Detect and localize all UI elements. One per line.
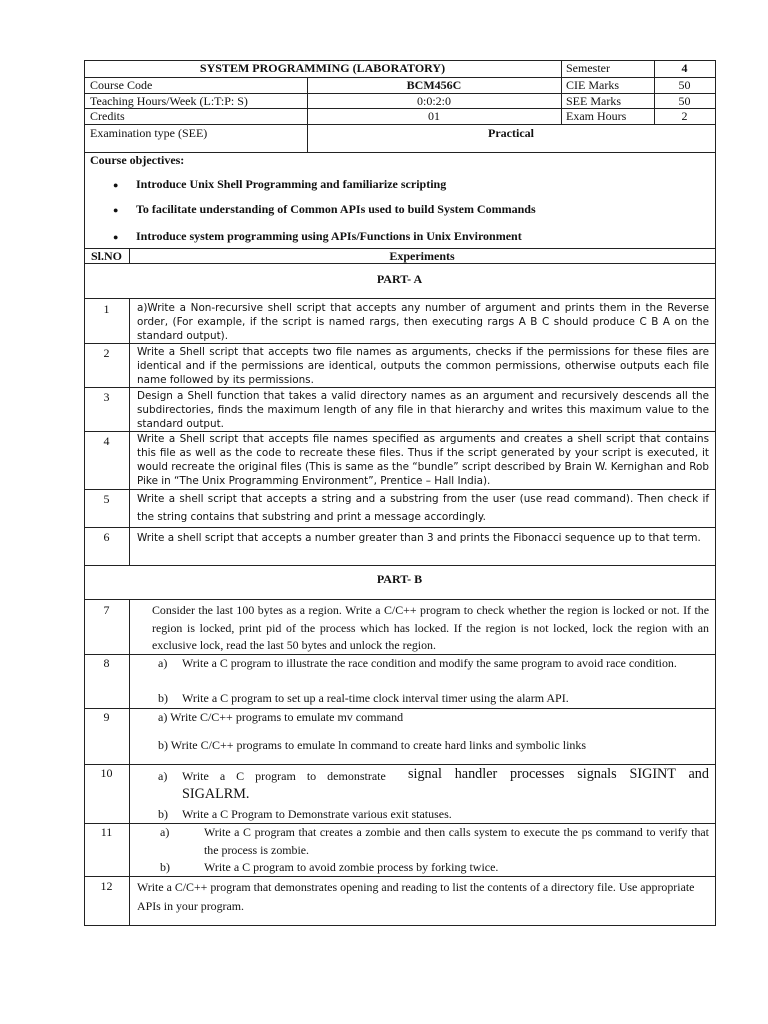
rule	[84, 599, 716, 600]
experiment-text: Write a C/C++ program that demonstrates opening and reading to list the contents of a directory file. Use appropriate APIs in your program.	[137, 880, 695, 913]
rule	[715, 60, 716, 926]
experiment-text: signal handler processes signals SIGINT and SIGALRM.	[182, 766, 709, 802]
course-title: SYSTEM PROGRAMMING (LABORATORY)	[199, 61, 446, 75]
teaching-hours-value: 0:0:2:0	[416, 94, 451, 108]
objective-item: Introduce Unix Shell Programming and familiarize scripting	[136, 177, 447, 191]
experiment-number: 1	[103, 302, 110, 316]
rule	[561, 60, 562, 125]
course-code-value: BCM456C	[406, 78, 462, 92]
experiment-text: Write a C program to avoid zombie process by forking twice.	[204, 860, 499, 874]
part-b-heading: PART- B	[376, 572, 423, 586]
experiment-text: Write a shell script that accepts a string and a substring from the user (use read command). Then check if the string contains that substring and print a message accordingly.	[137, 493, 709, 523]
objective-item: Introduce system programming using APIs/Functions in Unix Environment	[136, 229, 522, 243]
experiment-text: Write a C program to illustrate the race condition and modify the same program to avoid race condition.	[182, 656, 677, 670]
rule	[84, 527, 716, 528]
experiment-number: 2	[103, 346, 110, 360]
credits-value: 01	[428, 109, 440, 123]
experiment-number: 4	[103, 434, 110, 448]
experiment-text: Write a Shell script that accepts two file names as arguments, checks if the permissions for these files are identical and if the permissions are identical, outputs the common permissions, otherwise outputs each file name followed by its permissions.	[137, 346, 709, 386]
experiment-number: 8	[103, 656, 110, 670]
item-marker: a)	[158, 769, 168, 783]
semester-value: 4	[681, 61, 688, 75]
bullet-icon: ●	[113, 205, 119, 215]
experiment-number: 10	[100, 766, 113, 780]
column-header-experiments: Experiments	[389, 249, 455, 263]
credits-label: Credits	[90, 109, 125, 123]
teaching-hours-label: Teaching Hours/Week (L:T:P: S)	[90, 94, 248, 108]
experiment-number: 9	[103, 710, 110, 724]
experiment-text: Write a C program that creates a zombie and then calls system to execute the ps command to verify that the process is zombie.	[204, 825, 709, 857]
experiment-number: 3	[103, 390, 110, 404]
experiment-text: Write a C Program to Demonstrate various exit statuses.	[182, 807, 452, 821]
column-header-slno: Sl.NO	[91, 249, 123, 263]
item-marker: b)	[160, 860, 170, 874]
course-code-label: Course Code	[90, 78, 153, 92]
experiment-text: Design a Shell function that takes a valid directory names as an argument and recursively descends all the subdirectories, finds the maximum length of any file in that hierarchy and writes this maximum value to the standard output.	[137, 390, 709, 430]
cie-marks-label: CIE Marks	[566, 78, 619, 92]
see-marks-value: 50	[678, 94, 691, 108]
exam-type-label: Examination type (SEE)	[90, 126, 208, 140]
experiment-number: 7	[103, 603, 110, 617]
rule	[84, 124, 716, 125]
semester-label: Semester	[566, 61, 610, 75]
see-marks-label: SEE Marks	[566, 94, 621, 108]
experiment-text: b) Write C/C++ programs to emulate ln command to create hard links and symbolic links	[158, 738, 587, 752]
item-marker: b)	[158, 691, 168, 705]
experiment-text: Write a C program to set up a real-time clock interval timer using the alarm API.	[182, 691, 569, 705]
experiment-number: 5	[103, 492, 110, 506]
exam-hours-value: 2	[681, 109, 688, 123]
bullet-icon: ●	[113, 180, 119, 190]
rule	[129, 298, 130, 566]
experiment-number: 11	[100, 825, 113, 839]
experiment-text: Write a C program to demonstrate	[182, 769, 386, 783]
experiment-number: 6	[103, 530, 110, 544]
experiment-number: 12	[100, 879, 113, 893]
rule	[84, 876, 716, 877]
rule	[84, 387, 716, 388]
exam-hours-label: Exam Hours	[566, 109, 627, 123]
rule	[84, 565, 716, 566]
exam-type-value: Practical	[488, 126, 534, 140]
objective-item: To facilitate understanding of Common APIs used to build System Commands	[136, 202, 536, 216]
rule	[84, 925, 716, 926]
experiment-text: Write a shell script that accepts a number greater than 3 and prints the Fibonacci sequence up to that term.	[137, 532, 701, 544]
objectives-heading: Course objectives:	[90, 153, 185, 167]
part-a-heading: PART- A	[376, 272, 423, 286]
cie-marks-value: 50	[678, 78, 691, 92]
rule	[84, 298, 716, 299]
rule	[84, 343, 716, 344]
rule	[84, 708, 716, 709]
experiment-text: Write a Shell script that accepts file names specified as arguments and creates a shell script that contains this file as well as the code to recreate these files. Thus if the script generated by your script is executed, it would recreate the original files (This is same as the “bundle” script described by Brain W. Kernighan and Rob Pike in “The Unix Programming Environment”, Prentice – Hall India).	[137, 433, 709, 487]
item-marker: a)	[158, 656, 168, 670]
item-marker: b)	[158, 807, 168, 821]
experiment-text: a)Write a Non-recursive shell script that accepts any number of argument and prints them in the Reverse order, (For example, if the script is named rargs, then executing rargs A B C should produce C B A on the standard output).	[137, 302, 709, 342]
bullet-icon: ●	[113, 232, 119, 242]
rule	[129, 599, 130, 926]
experiment-text: a) Write C/C++ programs to emulate mv command	[158, 710, 404, 724]
item-marker: a)	[160, 825, 170, 839]
experiment-text: Consider the last 100 bytes as a region. Write a C/C++ program to check whether the region is locked or not. If the region is locked, print pid of the process which has locked. If the region is not locked, lock the region with an exclusive lock, read the last 50 bytes and unlock the region.	[152, 603, 709, 652]
